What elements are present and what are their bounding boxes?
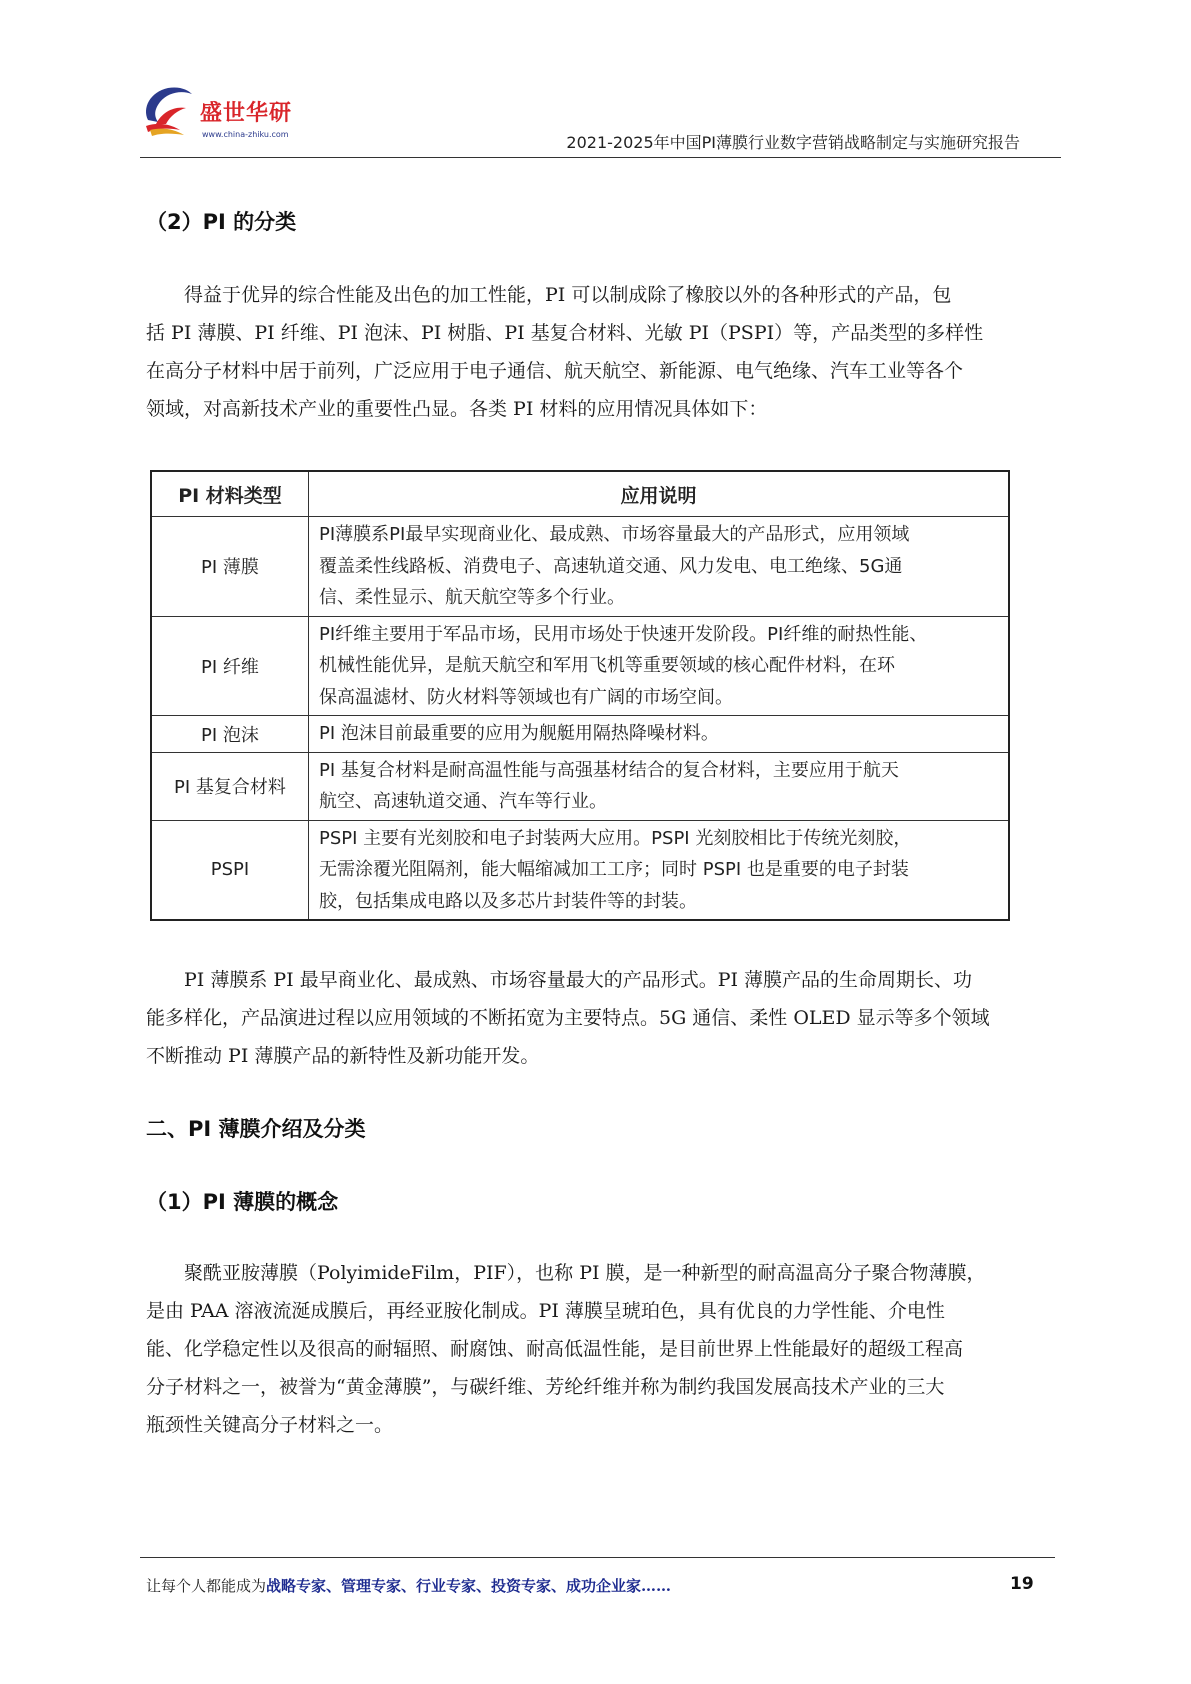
footer-slogan-prefix: 让每个人都能成为 xyxy=(146,1577,267,1595)
paragraph-pi-film-concept xyxy=(146,1254,1056,1444)
paragraph-line: 在高分子材料中居于前列，广泛应用于电子通信、航天航空、新能源、电气绝缘、汽车工业等各个 xyxy=(146,360,964,382)
table-cell-type: PI 泡沫 xyxy=(151,716,309,753)
company-logo xyxy=(140,80,340,150)
section-heading-pi-film-intro: 二、PI 薄膜介绍及分类 xyxy=(146,1117,366,1141)
table-cell-type: PI 薄膜 xyxy=(151,517,309,617)
paragraph-line: 得益于优异的综合性能及出色的加工性能，PI 可以制成除了橡胶以外的各种形式的产品，包 xyxy=(184,284,952,306)
page-header xyxy=(140,80,1060,158)
description-line: PI薄膜系PI最早实现商业化、最成熟、市场容量最大的产品形式，应用领域 xyxy=(319,524,910,545)
table-cell-type: PSPI xyxy=(151,820,309,920)
paragraph-line: 聚酰亚胺薄膜（PolyimideFilm，PIF），也称 PI 膜，是一种新型的耐高温高分子聚合物薄膜， xyxy=(184,1262,986,1284)
pi-materials-table xyxy=(150,470,1010,921)
logo-emblem-icon xyxy=(140,80,198,140)
description-line: PI纤维主要用于军品市场，民用市场处于快速开发阶段。PI纤维的耐热性能、 xyxy=(319,623,928,645)
footer-divider xyxy=(140,1557,1055,1558)
footer-slogan-roles: 战略专家、管理专家、行业专家、投资专家、成功企业家…… xyxy=(266,1577,672,1595)
logo-name: 盛世华研 xyxy=(200,101,293,126)
description-line: 无需涂覆光阻隔剂，能大幅缩减加工工序；同时 PSPI 也是重要的电子封装 xyxy=(319,859,909,880)
description-line: PI 泡沫目前最重要的应用为舰艇用隔热降噪材料。 xyxy=(319,723,719,744)
paragraph-line: 瓶颈性关键高分子材料之一。 xyxy=(146,1414,394,1436)
section-heading-pi-film-concept: （1）PI 薄膜的概念 xyxy=(146,1190,339,1214)
table-header-description: 应用说明 xyxy=(309,471,1010,517)
paragraph-line: 不断推动 PI 薄膜产品的新特性及新功能开发。 xyxy=(146,1045,540,1067)
paragraph-pi-film-summary xyxy=(146,961,1056,1075)
description-line: PSPI 主要有光刻胶和电子封装两大应用。PSPI 光刻胶相比于传统光刻胶， xyxy=(319,827,912,849)
paragraph-line: 分子材料之一，被誉为“黄金薄膜”，与碳纤维、芳纶纤维并称为制约我国发展高技术产业的三大 xyxy=(146,1376,945,1398)
paragraph-line: 能多样化，产品演进过程以应用领域的不断拓宽为主要特点。5G 通信、柔性 OLED 显示等多个领域 xyxy=(146,1007,990,1029)
description-line: 保高温滤材、防火材料等领域也有广阔的市场空间。 xyxy=(319,686,733,708)
table-cell-type: PI 纤维 xyxy=(151,616,309,716)
paragraph-pi-classification xyxy=(146,276,1056,428)
table-cell-description xyxy=(309,517,1010,617)
description-line: 机械性能优异，是航天航空和军用飞机等重要领域的核心配件材料，在环 xyxy=(319,655,895,676)
table-row xyxy=(151,820,1009,920)
table-cell-description xyxy=(309,752,1010,820)
description-line: 航空、高速轨道交通、汽车等行业。 xyxy=(319,791,607,812)
table-row xyxy=(151,517,1009,617)
description-line: PI 基复合材料是耐高温性能与高强基材结合的复合材料，主要应用于航天 xyxy=(319,759,899,781)
paragraph-line: 是由 PAA 溶液流涎成膜后，再经亚胺化制成。PI 薄膜呈琥珀色，具有优良的力学性能、介电性 xyxy=(146,1300,945,1322)
section-heading-pi-classification: （2）PI 的分类 xyxy=(146,210,297,234)
description-line: 胶，包括集成电路以及多芯片封装件等的封装。 xyxy=(319,890,697,912)
paragraph-line: 括 PI 薄膜、PI 纤维、PI 泡沫、PI 树脂、PI 基复合材料、光敏 PI（PSPI）等，产品类型的多样性 xyxy=(146,322,984,344)
table-cell-type: PI 基复合材料 xyxy=(151,752,309,820)
table-header-row xyxy=(151,471,1009,517)
header-divider xyxy=(140,157,1061,158)
table-cell-description xyxy=(309,820,1010,920)
report-title: 2021-2025年中国PI薄膜行业数字营销战略制定与实施研究报告 xyxy=(566,133,1020,152)
page-number: 19 xyxy=(1010,1574,1034,1594)
table-header-type: PI 材料类型 xyxy=(151,471,309,517)
paragraph-line: 能、化学稳定性以及很高的耐辐照、耐腐蚀、耐高低温性能，是目前世界上性能最好的超级工程高 xyxy=(146,1338,964,1360)
table-cell-description xyxy=(309,716,1010,753)
paragraph-line: 领域，对高新技术产业的重要性凸显。各类 PI 材料的应用情况具体如下： xyxy=(146,398,768,420)
table-cell-description xyxy=(309,616,1010,716)
table-row xyxy=(151,752,1009,820)
description-line: 信、柔性显示、航天航空等多个行业。 xyxy=(319,587,625,608)
paragraph-line: PI 薄膜系 PI 最早商业化、最成熟、市场容量最大的产品形式。PI 薄膜产品的生命周期长、功 xyxy=(184,969,973,991)
table-row xyxy=(151,716,1009,753)
logo-url: www.china-zhiku.com xyxy=(202,130,289,139)
description-line: 覆盖柔性线路板、消费电子、高速轨道交通、风力发电、电工绝缘、5G通 xyxy=(319,555,903,577)
table-row xyxy=(151,616,1009,716)
footer-slogan xyxy=(146,1575,671,1596)
